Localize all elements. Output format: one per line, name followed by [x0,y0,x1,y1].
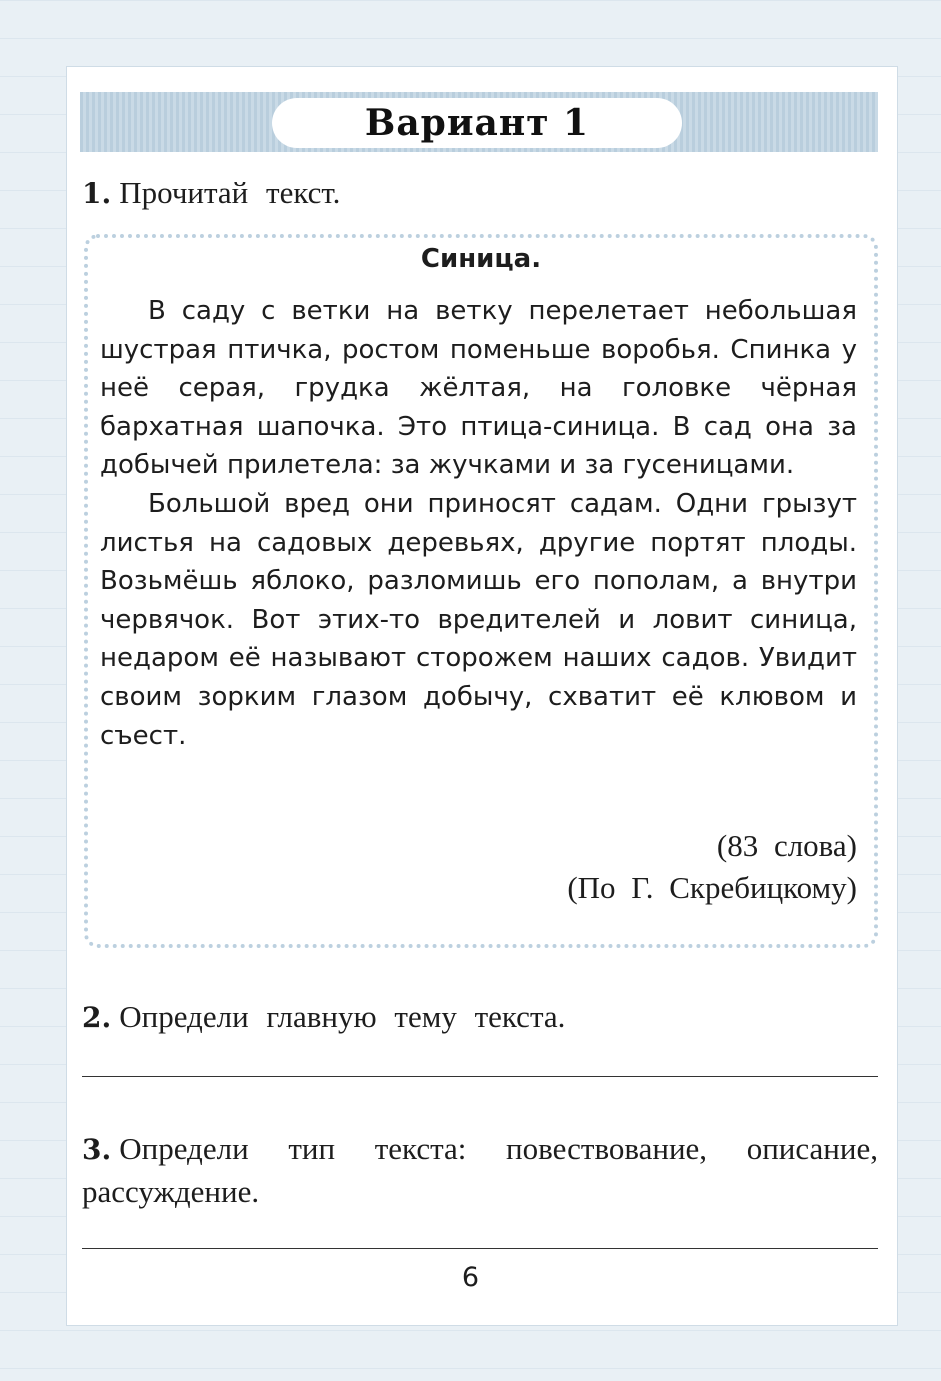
story-author: (По Г. Скребицкому) [567,870,857,905]
answer-line-task-2[interactable] [82,1076,878,1077]
task-1-text: Прочитай текст. [119,175,341,210]
word-count: (83 слова) [716,828,857,863]
story-body [100,292,857,755]
task-2 [82,996,565,1039]
task-2-text: Определи главную тему текста. [119,999,566,1034]
story-paragraph-1-text: В саду с ветки на ветку перелетает небольшая шустрая птичка, ростом поменьше воробья. Спинка у неё серая, грудка жёлтая, на головке чёрная бархатная шапочка. Это птица-синица. В сад она за добычей прилетела: за жучками и за гусеницами. [100,296,857,481]
title-pill [272,98,682,148]
task-3-text: Определи тип текста: повествование, описание, рассуждение. [82,1131,878,1209]
task-1 [82,172,340,215]
page-number: 6 [461,1262,480,1293]
variant-title: Вариант 1 [364,102,590,144]
task-2-number: 2. [82,1001,112,1034]
task-3-number: 3. [82,1133,112,1166]
story-paragraph-2 [100,485,857,755]
story-title: Синица. [420,244,542,274]
task-3 [82,1128,878,1213]
task-1-number: 1. [82,177,112,210]
story-paragraph-2-text: Большой вред они приносят садам. Одни грызут листья на садовых деревьях, другие портят плоды. Возьмёшь яблоко, разломишь его пополам, а внутри червячок. Вот этих-то вредителей и ловит синица, недаром её называют сторожем наших садов. Увидит своим зорким глазом добычу, схватит её клювом и съест. [100,488,857,751]
story-paragraph-1 [100,292,857,485]
answer-line-task-3[interactable] [82,1248,878,1249]
